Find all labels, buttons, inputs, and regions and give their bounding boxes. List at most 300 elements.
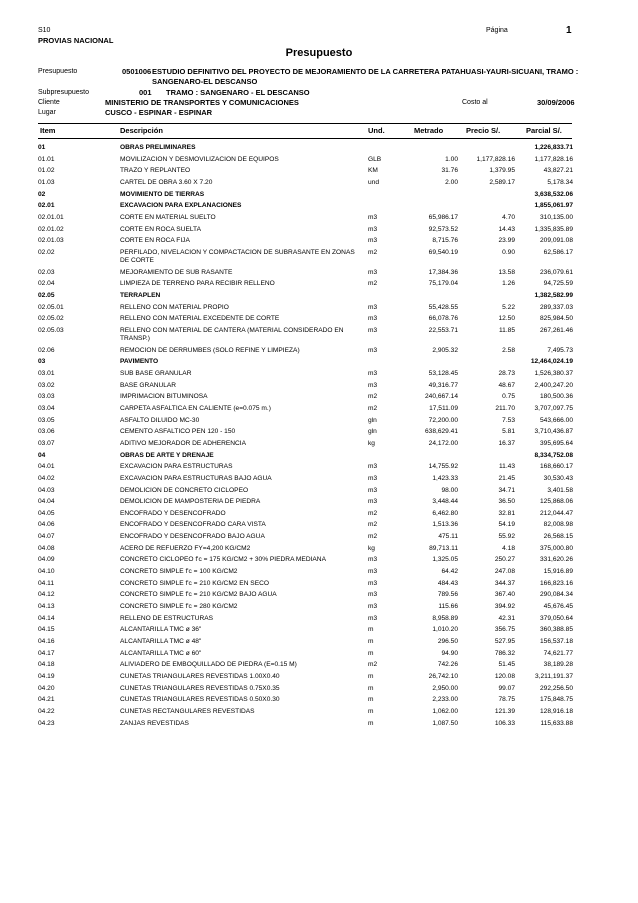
row-precio: 2,589.17: [489, 178, 515, 186]
row-metrado: 92,573.52: [428, 225, 458, 233]
row-description: EXCAVACION PARA ESTRUCTURAS BAJO AGUA: [120, 474, 272, 482]
row-item-code: 01.01: [38, 155, 55, 163]
row-description: MEJORAMIENTO DE SUB RASANTE: [120, 268, 233, 276]
row-metrado: 240,667.14: [424, 393, 458, 401]
page-label: Página: [486, 27, 508, 34]
row-parcial: 1,382,582.99: [534, 291, 573, 299]
row-precio: 5.81: [502, 428, 515, 436]
row-parcial: 1,526,380.37: [534, 370, 573, 377]
row-metrado: 8,715.76: [432, 237, 458, 245]
row-unit: m: [368, 626, 374, 634]
row-description: ACERO DE REFUERZO FY=4,200 KG/CM2: [120, 544, 251, 552]
column-header-precio: Precio S/.: [466, 126, 501, 135]
row-unit: m2: [368, 393, 378, 401]
row-item-code: 04.21: [38, 696, 55, 704]
row-unit: m3: [368, 579, 378, 587]
row-unit: KM: [368, 167, 378, 175]
row-description: CUNETAS TRIANGULARES REVESTIDAS 1.00X0.40: [120, 672, 280, 680]
row-precio: 32.81: [498, 509, 515, 517]
row-metrado: 65,986.17: [428, 213, 458, 221]
row-unit: m3: [368, 614, 378, 622]
row-description: ALCANTARILLA TMC ø 36": [120, 626, 202, 634]
row-precio: 12.50: [498, 315, 515, 323]
row-item-code: 04.12: [38, 591, 55, 599]
row-unit: m3: [368, 568, 378, 576]
row-description: CONCRETO SIMPLE f'c = 100 KG/CM2: [120, 568, 238, 576]
row-metrado: 484.43: [437, 579, 458, 587]
row-unit: m2: [368, 661, 378, 669]
row-parcial: 82,008.98: [543, 521, 573, 529]
row-precio: 211.70: [495, 404, 515, 412]
row-parcial: 62,586.17: [543, 248, 573, 256]
row-description: EXCAVACION PARA ESTRUCTURAS: [120, 463, 233, 471]
row-precio: 36.50: [498, 498, 515, 506]
row-description: EXCAVACION PARA EXPLANACIONES: [120, 202, 242, 210]
row-unit: und: [368, 178, 380, 186]
row-description: RELLENO CON MATERIAL EXCEDENTE DE CORTE: [120, 315, 280, 323]
row-precio: 42.31: [498, 614, 515, 622]
row-metrado: 3,448.44: [432, 498, 458, 506]
row-item-code: 02.05.02: [38, 315, 64, 323]
row-unit: m3: [368, 486, 378, 494]
row-unit: kg: [368, 439, 375, 447]
row-metrado: 64.42: [441, 568, 458, 576]
row-unit: kg: [368, 544, 375, 552]
row-item-code: 02.01: [38, 202, 55, 210]
row-unit: m3: [368, 346, 378, 354]
row-precio: 28.73: [498, 370, 515, 377]
row-precio: 2.58: [502, 346, 515, 354]
row-description: ALIVIADERO DE EMBOQUILLADO DE PIEDRA (E=0.15 M): [120, 661, 297, 669]
row-precio: 51.45: [498, 661, 515, 669]
presupuesto-label: Presupuesto: [38, 68, 78, 75]
row-precio: 120.08: [494, 672, 515, 680]
row-metrado: 638,629.41: [424, 428, 458, 436]
row-precio: 356.75: [494, 626, 515, 634]
row-description: MOVIMIENTO DE TIERRAS: [120, 190, 205, 198]
row-description: CARPETA ASFALTICA EN CALIENTE (e=0.075 m.): [120, 404, 271, 412]
column-header-metrado: Metrado: [414, 126, 444, 135]
row-precio: 11.43: [498, 463, 515, 471]
row-metrado: 789.56: [437, 591, 458, 599]
row-item-code: 04.13: [38, 603, 55, 610]
row-parcial: 212,044.47: [539, 509, 573, 517]
table-header: [38, 123, 572, 139]
row-item-code: 04.22: [38, 707, 55, 715]
row-parcial: 209,091.08: [539, 237, 573, 245]
row-description: ZANJAS REVESTIDAS: [120, 719, 189, 727]
row-unit: m3: [368, 603, 378, 610]
row-precio: 1.26: [502, 280, 515, 288]
row-description: ENCOFRADO Y DESENCOFRADO: [120, 509, 226, 517]
row-parcial: 3,211,191.37: [534, 672, 573, 680]
row-metrado: 742.26: [437, 661, 458, 669]
row-metrado: 69,540.19: [428, 248, 458, 256]
row-item-code: 04.16: [38, 637, 55, 645]
row-item-code: 03: [38, 358, 46, 366]
row-unit: m3: [368, 591, 378, 599]
row-unit: gln: [368, 428, 377, 436]
row-description: MOVILIZACION Y DESMOVILIZACION DE EQUIPOS: [120, 155, 279, 163]
row-unit: m3: [368, 556, 378, 564]
row-unit: m3: [368, 268, 378, 276]
row-unit: m3: [368, 463, 378, 471]
page-number: 1: [566, 25, 572, 36]
row-parcial: 156,537.18: [539, 637, 573, 645]
row-unit: m: [368, 707, 374, 715]
row-description: DEMOLICION DE MAMPOSTERIA DE PIEDRA: [120, 498, 261, 506]
row-metrado: 2.00: [445, 178, 458, 186]
row-precio: 48.67: [498, 381, 515, 389]
row-description: CORTE EN MATERIAL SUELTO: [120, 213, 216, 221]
row-item-code: 04.09: [38, 556, 55, 564]
row-precio: 99.07: [498, 684, 515, 692]
system-code: S10: [38, 27, 51, 34]
row-description: CARTEL DE OBRA 3.60 X 7.20: [120, 178, 213, 186]
presupuesto-code: 0501006: [122, 67, 152, 76]
lugar-value: CUSCO - ESPINAR - ESPINAR: [105, 108, 213, 117]
row-metrado: 2,950.00: [432, 684, 458, 692]
row-metrado: 8,958.89: [432, 614, 458, 622]
row-parcial: 94,725.59: [543, 280, 573, 288]
row-unit: m3: [368, 498, 378, 506]
row-item-code: 02.06: [38, 346, 55, 354]
row-parcial: 3,710,436.87: [534, 428, 573, 436]
row-metrado: 49,316.77: [428, 381, 458, 389]
row-unit: m3: [368, 381, 378, 389]
row-unit: m3: [368, 474, 378, 482]
row-parcial: 26,568.15: [543, 533, 573, 541]
row-item-code: 04.20: [38, 684, 55, 692]
row-metrado: 55,428.55: [428, 303, 458, 311]
row-unit: GLB: [368, 155, 382, 163]
row-description: TRAZO Y REPLANTEO: [120, 167, 191, 175]
row-parcial: 236,079.61: [539, 268, 573, 276]
row-precio: 4.18: [502, 544, 515, 552]
row-item-code: 02.05.01: [38, 303, 64, 311]
row-parcial: 331,620.26: [539, 556, 573, 564]
row-item-code: 02.02: [38, 248, 55, 256]
row-description: LIMPIEZA DE TERRENO PARA RECIBIR RELLENO: [120, 280, 275, 288]
subpresupuesto-code: 001: [139, 88, 152, 97]
row-metrado: 22,553.71: [428, 326, 458, 334]
row-precio: 344.37: [494, 579, 515, 587]
row-item-code: 01.02: [38, 167, 55, 175]
row-description: OBRAS DE ARTE Y DRENAJE: [120, 451, 214, 459]
row-metrado: 1,513.36: [432, 521, 458, 529]
row-item-code: 04.08: [38, 544, 55, 552]
row-parcial: 175,848.75: [539, 696, 573, 704]
row-description: CUNETAS TRIANGULARES REVESTIDAS 0.50X0.30: [120, 696, 280, 704]
row-item-code: 04.19: [38, 672, 55, 680]
row-unit: m2: [368, 280, 378, 288]
row-description: ALCANTARILLA TMC ø 60": [120, 649, 202, 657]
row-parcial: 1,177,828.16: [534, 155, 573, 163]
row-metrado: 1,325.05: [432, 556, 458, 564]
row-precio: 1,177,828.16: [476, 155, 515, 163]
lugar-label: Lugar: [38, 109, 56, 116]
row-precio: 78.75: [498, 696, 515, 704]
row-description: CONCRETO SIMPLE f'c = 210 KG/CM2 BAJO AGUA: [120, 591, 277, 599]
row-description: PAVIMENTO: [120, 358, 159, 366]
row-metrado: 24,172.00: [428, 439, 458, 447]
column-header-item: Item: [40, 126, 56, 135]
row-metrado: 98.00: [441, 486, 458, 494]
row-metrado: 296.50: [437, 637, 458, 645]
row-description: TERRAPLEN: [120, 291, 161, 299]
row-parcial: 168,660.17: [539, 463, 573, 471]
row-item-code: 02.01.02: [38, 225, 64, 233]
row-item-code: 02.05: [38, 291, 55, 299]
row-description: RELLENO DE ESTRUCTURAS: [120, 614, 214, 622]
row-metrado: 1,010.20: [432, 626, 458, 634]
subpresupuesto-description: TRAMO : SANGENARO - EL DESCANSO: [166, 88, 310, 97]
row-metrado: 94.90: [441, 649, 458, 657]
row-description: DEMOLICION DE CONCRETO CICLOPEO: [120, 486, 249, 494]
row-precio: 34.71: [498, 486, 515, 494]
row-item-code: 03.06: [38, 428, 55, 436]
presupuesto-description: ESTUDIO DEFINITIVO DEL PROYECTO DE MEJORAMIENTO DE LA CARRETERA PATAHUASI-YAURI-SICUANI, TRAMO :: [152, 67, 579, 76]
row-item-code: 04: [38, 451, 46, 459]
row-metrado: 475.11: [438, 533, 458, 541]
page-title: Presupuesto: [285, 47, 353, 59]
row-metrado: 14,755.92: [428, 463, 458, 471]
row-metrado: 115.66: [438, 603, 458, 610]
row-item-code: 03.01: [38, 370, 55, 377]
row-item-code: 03.02: [38, 381, 55, 389]
row-item-code: 04.23: [38, 719, 55, 727]
row-precio: 1,379.95: [489, 167, 515, 175]
row-unit: m3: [368, 370, 378, 377]
row-parcial: 2,400,247.20: [534, 381, 573, 389]
row-parcial: 360,388.85: [539, 626, 573, 634]
row-parcial: 30,530.43: [543, 474, 573, 482]
row-item-code: 03.04: [38, 404, 55, 412]
row-metrado: 26,742.10: [428, 672, 458, 680]
row-parcial: 395,695.64: [539, 439, 573, 447]
costo-date: 30/09/2006: [537, 98, 575, 107]
row-parcial: 12,464,024.19: [530, 358, 573, 366]
row-description: CONCRETO SIMPLE f'c = 210 KG/CM2 EN SECO: [120, 579, 269, 587]
row-precio: 11.85: [498, 326, 515, 334]
row-metrado: 2,233.00: [432, 696, 458, 704]
row-unit: m2: [368, 521, 378, 529]
row-item-code: 02.03: [38, 268, 55, 276]
row-item-code: 01: [38, 144, 46, 151]
row-parcial: 3,707,097.75: [534, 404, 573, 412]
row-description: SUB BASE GRANULAR: [120, 370, 192, 377]
row-item-code: 02.04: [38, 280, 55, 288]
row-parcial: 310,135.00: [539, 213, 573, 221]
row-parcial: 1,855,061.97: [534, 202, 573, 210]
row-metrado: 66,078.76: [428, 315, 458, 323]
row-unit: m2: [368, 509, 378, 517]
row-item-code: 03.05: [38, 416, 55, 424]
row-description: ADITIVO MEJORADOR DE ADHERENCIA: [120, 439, 247, 447]
row-item-code: 04.01: [38, 463, 55, 471]
row-precio: 250.27: [494, 556, 515, 564]
row-parcial: 3,638,532.06: [534, 190, 573, 198]
row-precio: 786.32: [494, 649, 515, 657]
row-description: RELLENO CON MATERIAL DE CANTERA (MATERIAL CONSIDERADO EN TRANSP.): [120, 326, 344, 342]
row-metrado: 53,128.45: [428, 370, 458, 377]
row-description: BASE GRANULAR: [120, 381, 177, 389]
column-header-und: Und.: [368, 126, 385, 135]
row-metrado: 17,511.09: [429, 404, 458, 412]
row-description: CORTE EN ROCA FIJA: [120, 237, 190, 245]
row-item-code: 04.03: [38, 486, 55, 494]
row-item-code: 03.03: [38, 393, 55, 401]
row-unit: m3: [368, 326, 378, 334]
row-item-code: 04.15: [38, 626, 55, 634]
row-item-code: 02: [38, 190, 46, 198]
row-unit: m: [368, 696, 374, 704]
row-metrado: 72,200.00: [428, 416, 458, 424]
row-parcial: 1,226,833.71: [534, 144, 573, 151]
row-unit: m: [368, 684, 374, 692]
row-description: CUNETAS RECTANGULARES REVESTIDAS: [120, 707, 255, 715]
row-parcial: 180,500.36: [539, 393, 573, 401]
row-description: ENCOFRADO Y DESENCOFRADO BAJO AGUA: [120, 533, 265, 541]
row-description: CONCRETO CICLOPEO f'c = 175 KG/CM2 + 30% PIEDRA MEDIANA: [120, 556, 326, 564]
organization-name: PROVIAS NACIONAL: [38, 36, 114, 45]
row-unit: m3: [368, 237, 378, 245]
row-precio: 13.58: [498, 268, 515, 276]
row-description: CUNETAS TRIANGULARES REVESTIDAS 0.75X0.35: [120, 684, 280, 692]
row-description: IMPRIMACION BITUMINOSA: [120, 393, 208, 401]
row-parcial: 38,189.28: [543, 661, 573, 669]
row-item-code: 04.02: [38, 474, 55, 482]
row-precio: 106.33: [494, 719, 515, 727]
row-parcial: 379,050.64: [539, 614, 573, 622]
row-item-code: 04.05: [38, 509, 55, 517]
row-metrado: 75,179.04: [428, 280, 458, 288]
row-item-code: 04.04: [38, 498, 55, 506]
row-precio: 394.92: [494, 603, 515, 610]
row-metrado: 89,713.11: [429, 544, 458, 552]
row-unit: m2: [368, 533, 378, 541]
row-item-code: 01.03: [38, 178, 55, 186]
row-description: CORTE EN ROCA SUELTA: [120, 225, 201, 233]
row-parcial: 74,621.77: [543, 649, 573, 657]
row-unit: m3: [368, 213, 378, 221]
row-parcial: 1,335,835.89: [534, 225, 573, 233]
row-unit: m2: [368, 404, 378, 412]
row-description: CONCRETO SIMPLE f'c = 280 KG/CM2: [120, 603, 238, 610]
row-unit: m: [368, 719, 374, 727]
row-parcial: 125,868.06: [539, 498, 573, 506]
row-description: ASFALTO DILUIDO MC-30: [120, 416, 200, 424]
row-precio: 527.95: [494, 637, 515, 645]
row-precio: 367.40: [494, 591, 515, 599]
row-item-code: 04.10: [38, 568, 55, 576]
row-precio: 14.43: [498, 225, 515, 233]
row-unit: m: [368, 672, 374, 680]
row-item-code: 02.05.03: [38, 326, 64, 334]
row-parcial: 128,916.18: [539, 707, 573, 715]
row-parcial: 15,916.89: [543, 568, 573, 576]
row-metrado: 1.00: [445, 155, 458, 163]
cliente-value: MINISTERIO DE TRANSPORTES Y COMUNICACIONES: [105, 98, 299, 107]
row-parcial: 8,334,752.08: [534, 451, 573, 459]
row-parcial: 43,827.21: [543, 167, 573, 175]
column-header-descripcion: Descripción: [120, 126, 163, 135]
row-parcial: 3,401.58: [547, 486, 573, 494]
row-precio: 21.45: [498, 474, 515, 482]
cliente-label: Cliente: [38, 99, 60, 106]
row-unit: gln: [368, 416, 377, 424]
row-description: RELLENO CON MATERIAL PROPIO: [120, 303, 229, 311]
row-description: OBRAS PRELIMINARES: [120, 144, 196, 151]
row-description: REMOCION DE DERRUMBES (SOLO REFINE Y LIMPIEZA): [120, 346, 300, 354]
row-precio: 121.39: [494, 707, 515, 715]
row-parcial: 543,666.00: [539, 416, 573, 424]
row-metrado: 6,462.80: [432, 509, 458, 517]
row-precio: 4.70: [502, 213, 515, 221]
row-parcial: 115,633.88: [540, 719, 573, 727]
column-header-parcial: Parcial S/.: [526, 126, 562, 135]
row-description: CEMENTO ASFALTICO PEN 120 - 150: [120, 428, 236, 436]
row-parcial: 290,084.34: [539, 591, 573, 599]
row-item-code: 04.07: [38, 533, 55, 541]
row-item-code: 04.11: [38, 579, 55, 587]
row-precio: 54.19: [498, 521, 515, 529]
row-unit: m2: [368, 248, 378, 256]
row-item-code: 04.14: [38, 614, 55, 622]
row-metrado: 31.76: [441, 167, 458, 175]
row-parcial: 166,823.16: [539, 579, 573, 587]
row-parcial: 45,676.45: [543, 603, 573, 610]
row-unit: m: [368, 637, 374, 645]
presupuesto-description-line2: SANGENARO-EL DESCANSO: [152, 77, 258, 86]
row-metrado: 1,423.33: [432, 474, 458, 482]
row-precio: 16.37: [498, 439, 515, 447]
row-metrado: 1,062.00: [432, 707, 458, 715]
row-item-code: 04.17: [38, 649, 55, 657]
row-precio: 0.75: [502, 393, 515, 401]
costo-label: Costo al: [462, 99, 488, 106]
row-item-code: 02.01.01: [38, 213, 64, 221]
row-metrado: 1,087.50: [432, 719, 458, 727]
row-item-code: 03.07: [38, 439, 55, 447]
row-description: PERFILADO, NIVELACION Y COMPACTACION DE SUBRASANTE EN ZONAS DE CORTE: [120, 248, 355, 264]
row-parcial: 5,178.34: [547, 178, 573, 186]
row-description: ALCANTARILLA TMC ø 48": [120, 637, 202, 645]
row-precio: 7.53: [502, 416, 515, 424]
row-parcial: 267,261.46: [539, 326, 573, 334]
row-item-code: 04.06: [38, 521, 55, 529]
row-unit: m3: [368, 225, 378, 233]
row-precio: 0.90: [502, 248, 515, 256]
row-metrado: 2,905.32: [432, 346, 458, 354]
row-unit: m: [368, 649, 374, 657]
row-unit: m3: [368, 315, 378, 323]
row-description: ENCOFRADO Y DESENCOFRADO CARA VISTA: [120, 521, 266, 529]
row-precio: 55.92: [498, 533, 515, 541]
row-parcial: 7,495.73: [547, 346, 573, 354]
row-parcial: 289,337.03: [539, 303, 573, 311]
row-unit: m3: [368, 303, 378, 311]
subpresupuesto-label: Subpresupuesto: [38, 89, 89, 96]
row-item-code: 02.01.03: [38, 237, 64, 245]
row-parcial: 292,256.50: [539, 684, 573, 692]
row-precio: 23.99: [498, 237, 515, 245]
row-precio: 247.08: [494, 568, 515, 576]
row-item-code: 04.18: [38, 661, 55, 669]
row-parcial: 375,000.80: [539, 544, 573, 552]
row-metrado: 17,384.36: [428, 268, 458, 276]
row-precio: 5.22: [502, 303, 515, 311]
